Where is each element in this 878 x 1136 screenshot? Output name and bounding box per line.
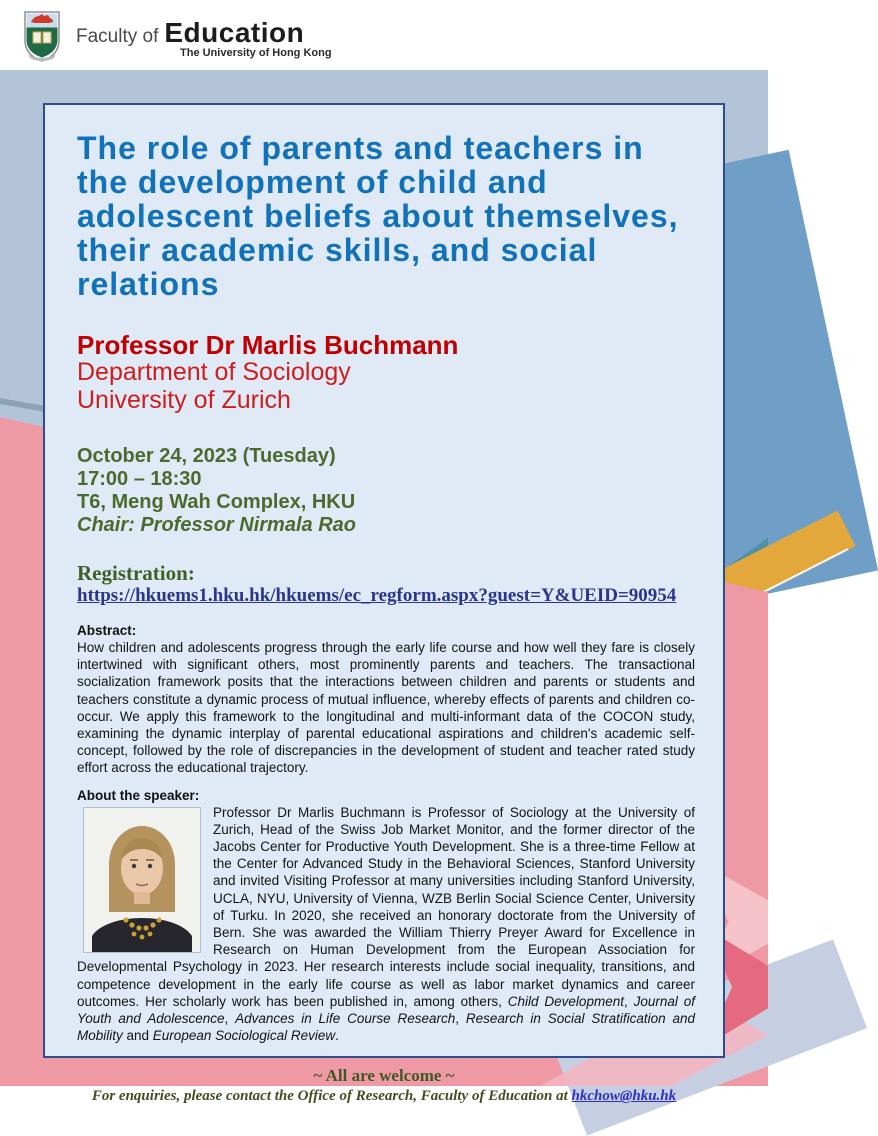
speaker-name: Professor Dr Marlis Buchmann: [77, 330, 459, 360]
registration-link[interactable]: https://hkuems1.hku.hk/hkuems/ec_regform.aspx?guest=Y&UEID=90954: [77, 585, 677, 606]
event-time: 17:00 – 18:30: [77, 468, 202, 490]
hku-crest-icon: [22, 10, 62, 64]
journal-advances-life-course: Advances in Life Course Research: [235, 1011, 456, 1027]
enquiries-text: [0, 1086, 768, 1106]
seminar-title: The role of parents and teachers in the development of child and adolescent beliefs about themselves, their academic skills, and social relations: [77, 130, 679, 302]
journal-european-sociological: European Sociological Review: [152, 1028, 336, 1044]
speaker-university: University of Zurich: [77, 385, 291, 414]
enquiries-prefix: For enquiries, please contact the Office of Research, Faculty of Education at: [91, 1088, 572, 1105]
bio-separator: ,: [623, 993, 634, 1009]
header-bar: [0, 0, 768, 70]
university-name-text: The University of Hong Kong: [180, 47, 332, 59]
header-brand: [76, 17, 332, 59]
event-chair: Chair: Professor Nirmala Rao: [77, 514, 356, 536]
event-venue: T6, Meng Wah Complex, HKU: [77, 491, 356, 513]
email-link[interactable]: hkchow@hku.hk: [571, 1088, 677, 1105]
bio-and: and: [122, 1028, 153, 1044]
bio-period: .: [335, 1028, 339, 1044]
faculty-name-text: Education: [164, 17, 305, 48]
speaker-department: Department of Sociology: [77, 358, 351, 386]
abstract-body: How children and adolescents progress through the early life course and how well they fare is closely intertwined with significant others, most prominently parents and teachers. The transactional socialization framework posits that the interactions between children and parents or students and teachers constitute a dynamic process of mutual influence, whereby effects of parents and children co-occur. We apply this framework to the longitudinal and multi-informant data of the COCON study, examining the dynamic interplay of parental educational aspirations and children's academic self-concept, followed by the role of discrepancies in the development of student and teacher rated study effort across the educational trajectory.: [77, 640, 695, 776]
abstract-heading: Abstract:: [77, 623, 137, 638]
journal-youth-adolescence: Journal of Youth and Adolescence: [77, 993, 695, 1027]
faculty-prefix-text: Faculty of: [76, 26, 159, 47]
speaker-photo: [83, 807, 201, 953]
registration-block: [77, 561, 695, 607]
seminar-panel: [43, 103, 725, 1058]
footer: [0, 1065, 768, 1106]
speaker-portrait-drawing: [84, 808, 200, 952]
journal-social-stratification: Research in Social Stratification and Mobility: [77, 1011, 695, 1044]
bio-separator: ,: [224, 1011, 236, 1027]
bio-text: Professor Dr Marlis Buchmann is Professor of Sociology at the University of Zurich, Head of the Swiss Job Market Monitor, and the former director of the Jacobs Center for Productive Youth Development. She is a three-time Fellow at the Center for Advanced Study in the Behavioral Sciences, Stanford University and invited Visiting Professor at many universities including Stanford University, UCLA, NYU, University of Vienna, WZB Berlin Social Science Center, University of Turku. In 2020, she received an honorary doctorate from the University of Bern. She was awarded the William Thierry Preyer Award for Excellence in Research on Human Development from the European Association for Developmental Psychology in 2023. Her research interests include social inequality, transitions, and competence development in the early life course as well as labor market dynamics and career outcomes. Her scholarly work has been published in, among others,: [77, 804, 695, 1009]
about-heading: About the speaker:: [77, 787, 200, 803]
bio-separator: ,: [455, 1011, 466, 1027]
journal-child-development: Child Development: [507, 993, 624, 1009]
speaker-block: [77, 331, 695, 414]
about-speaker-block: [77, 787, 695, 1045]
event-date: October 24, 2023 (Tuesday): [77, 445, 336, 467]
welcome-text: ~ All are welcome ~: [313, 1066, 455, 1086]
event-details: [77, 445, 695, 537]
registration-heading: Registration:: [77, 561, 195, 585]
